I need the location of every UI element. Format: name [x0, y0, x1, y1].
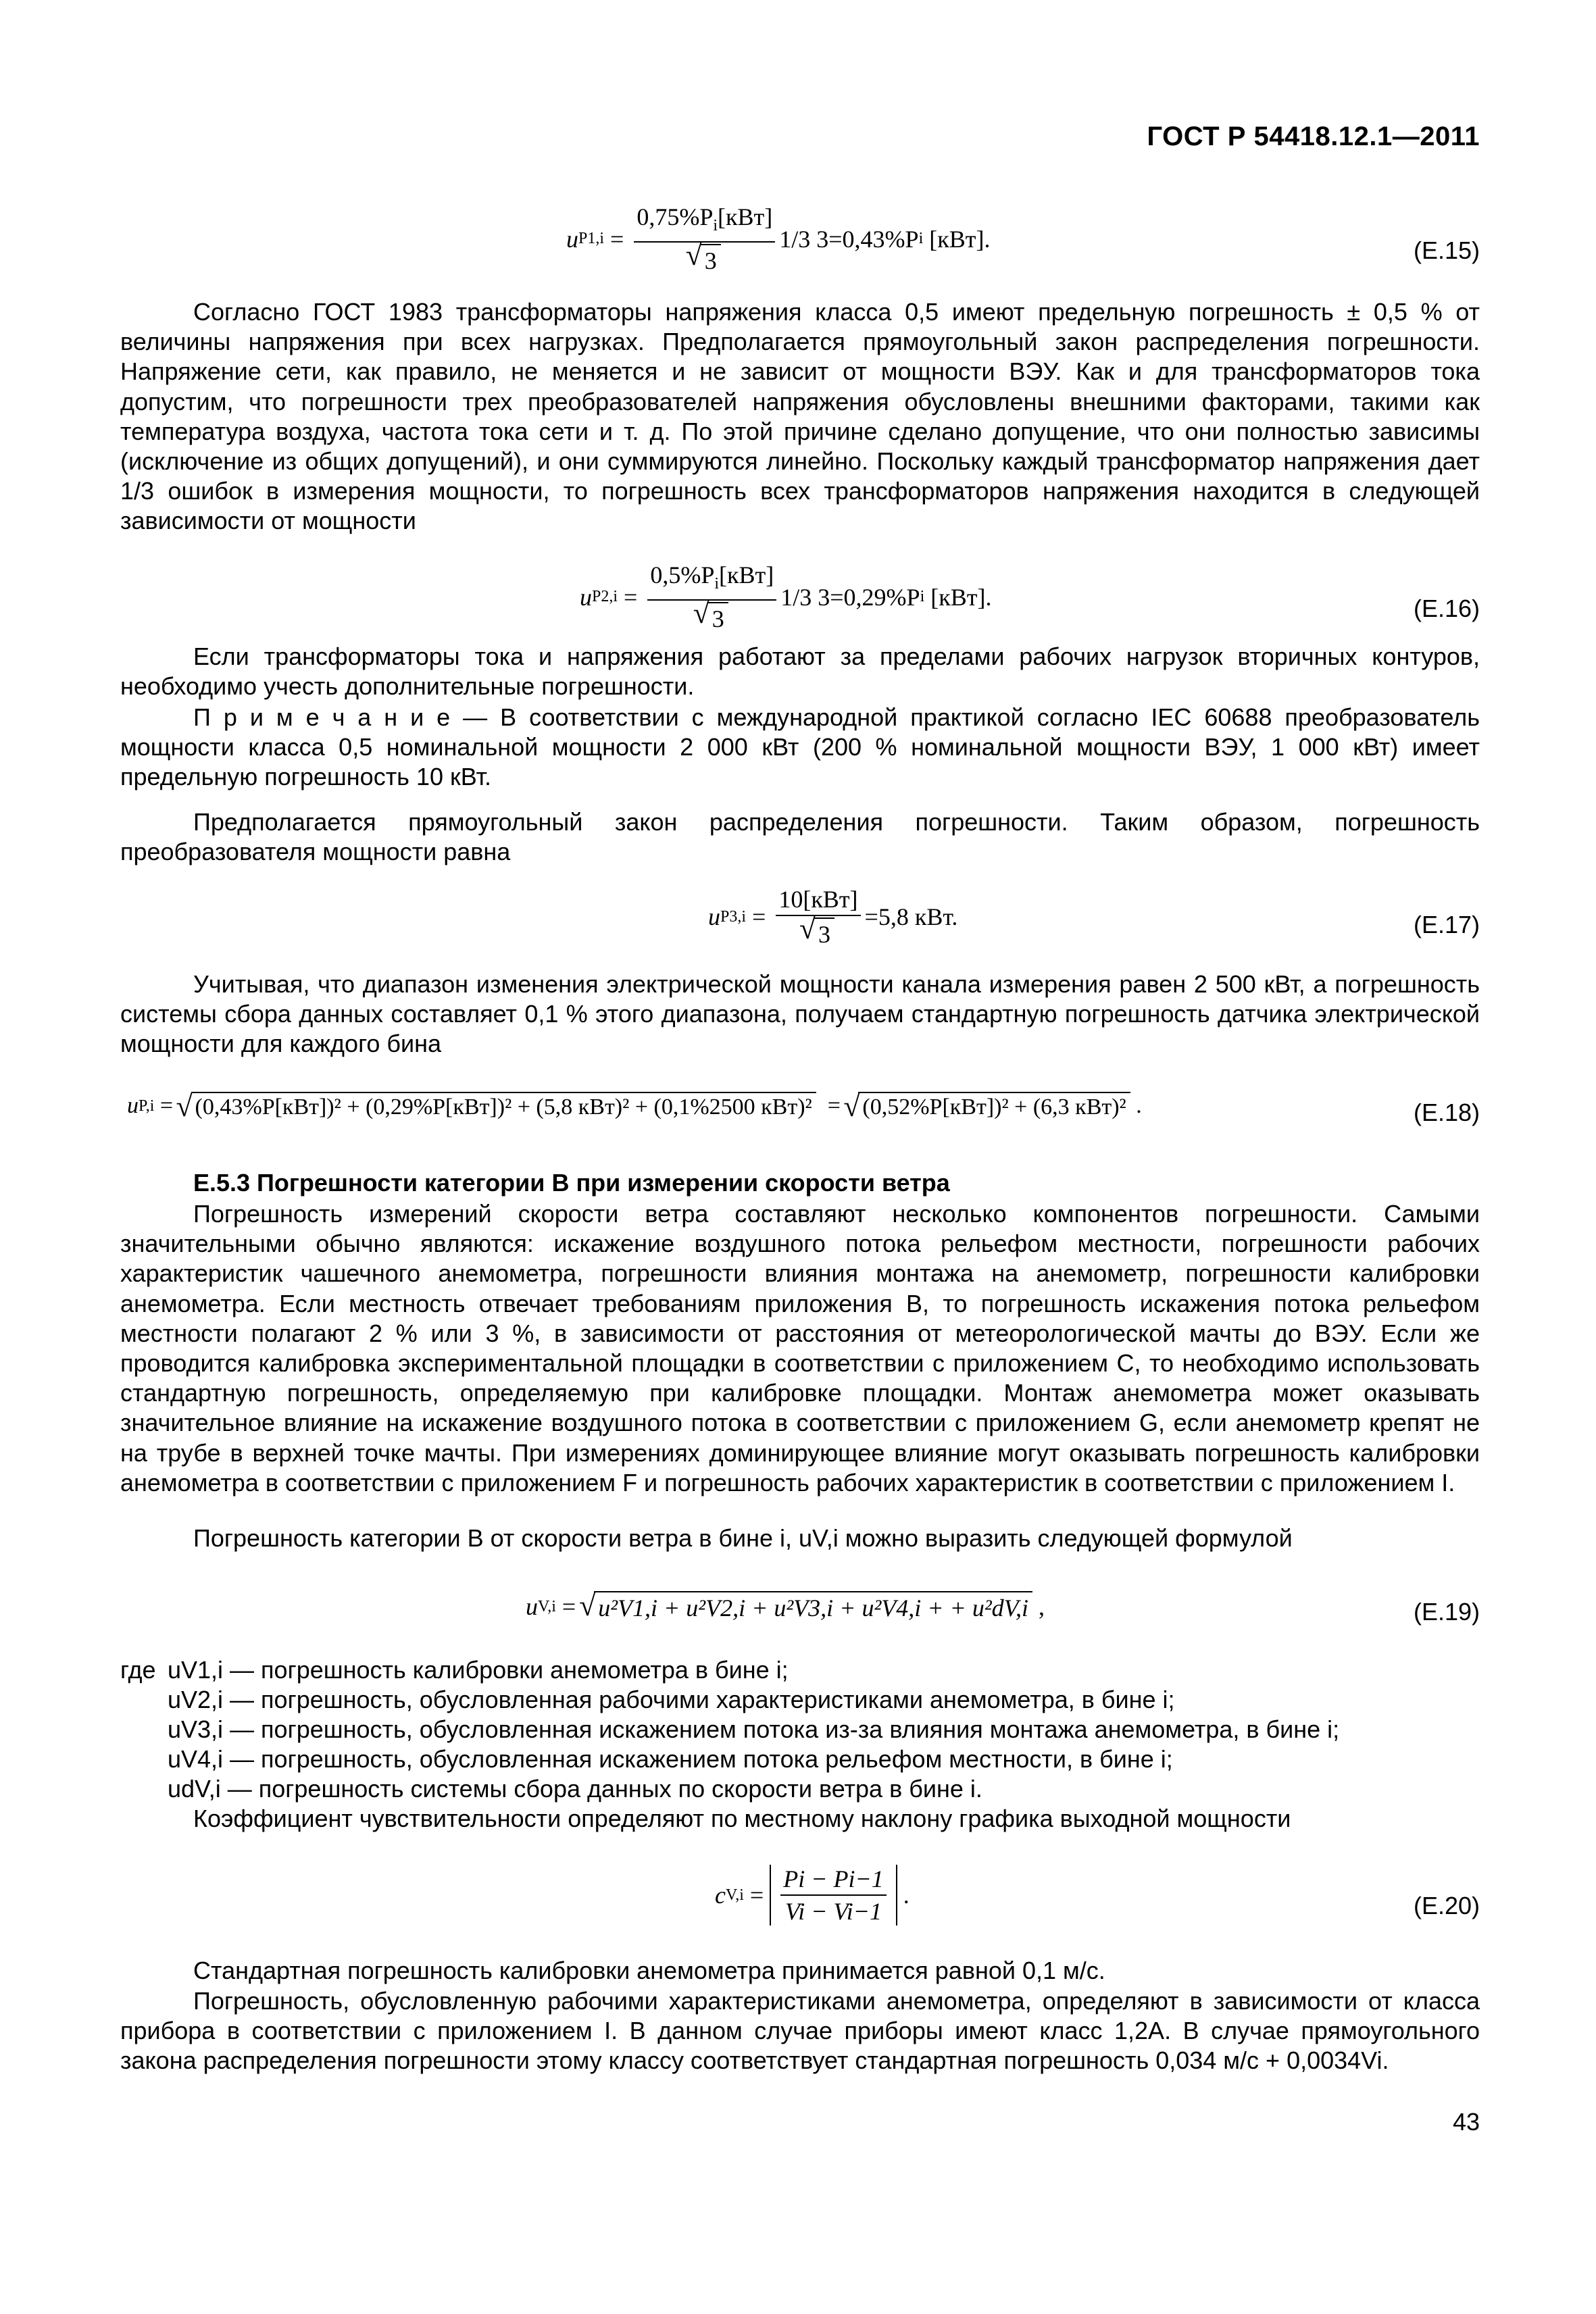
equation-e15: u P1,i = $0,75\%P_i[кВт]$ √ 3 1/3 3=0,43%P i [кВт]. (E.15) [120, 196, 1480, 270]
equation-number: (E.20) [1413, 1892, 1480, 1919]
definition-item: udV,i — погрешность системы сбора данных по скорости ветра в бине i. [168, 1775, 982, 1803]
equation-e20: c V,i = $\frac{Pi - Pi-1}{Vi - Vi-1}$ . (E.20) [715, 1865, 1480, 1925]
paragraph: Коэффициент чувствительности определяют по местному наклону графика выходной мощности [193, 1805, 1291, 1832]
standard-header: ГОСТ Р 54418.12.1—2011 [1147, 122, 1480, 151]
equation-number: (E.17) [1413, 911, 1480, 938]
definition-where: где [120, 1656, 156, 1684]
paragraph: Погрешность категории В от скорости ветра в бине i, uV,i можно выразить следующей формулой [193, 1524, 1293, 1552]
paragraph: Стандартная погрешность калибровки анемометра принимается равной 0,1 м/с. [193, 1957, 1105, 1984]
equation-e19: u V,i = √ u²V1,i + u²V2,i + u²V3,i + u²V4,i + + u²dV,i , (E.19) [120, 1578, 1480, 1638]
definition-item: uV3,i — погрешность, обусловленная искажением потока из-за влияния монтажа анемометра, в бине i; [168, 1715, 1340, 1743]
document-page [120, 0, 1480, 2314]
definition-item: uV2,i — погрешность, обусловленная рабочими характеристиками анемометра, в бине i; [168, 1686, 1175, 1713]
paragraph: Предполагается прямоугольный закон распределения погрешности. Таким образом, погрешность преобразователя мощности равна [120, 808, 1480, 866]
equation-e17: u P3,i = 10[кВт] √ 3 =5,8 кВт. (E.17) [120, 878, 1480, 953]
section-heading: Е.5.3 Погрешности категории В при измерении скорости ветра [193, 1169, 950, 1197]
equation-number: (E.18) [1413, 1099, 1480, 1126]
equation-number: (E.16) [1413, 595, 1480, 622]
definition-item: uV1,i — погрешность калибровки анемометра в бине i; [168, 1656, 789, 1684]
equation-number: (E.15) [1413, 236, 1480, 264]
definition-item: uV4,i — погрешность, обусловленная искажением потока рельефом местности, в бине i; [168, 1745, 1173, 1773]
paragraph: Согласно ГОСТ 1983 трансформаторы напряжения класса 0,5 имеют предельную погрешность ± 0,5 % от величины напряжения при всех нагрузках. Предполагается прямоугольный закон распределения погрешности. Напряжение сети, как правило, не меняется и не зависит от мощности ВЭУ. Как и для трансформаторов тока допустим, что погрешности трех преобразователей напряжения обусловлены внешними факторами, такими как температура воздуха, частота тока сети и т. д. По этой причине сделано допущение, что они полностью зависимы (исключение из общих допущений), и они суммируются линейно. Поскольку каждый трансформатор напряжения дает 1/3 ошибок в измерения мощности, то погрешность всех трансформаторов напряжения находится в следующей зависимости от мощности [120, 298, 1480, 535]
paragraph: Погрешность измерений скорости ветра составляют несколько компонентов погрешности. Самыми значительными обычно являются: искажение воздушного потока рельефом местности, погрешности рабочих характеристик чашечного анемометра, погрешности влияния монтажа на анемометр, погрешности калибровки анемометра. Если местность отвечает требованиям приложения В, то погрешность искажения потока рельефом местности полагают 2 % или 3 %, в зависимости от расстояния от метеорологической мачты до ВЭУ. Если же проводится калибровка экспериментальной площадки в соответствии с приложением С, то необходимо использовать стандартную погрешность, определяемую при калибровке площадки. Монтаж анемометра может оказывать значительное влияние на искажение воздушного потока в соответствии с приложением G, если анемометр крепят не на трубе в верхней точке мачты. При измерениях доминирующее влияние могут оказывать погрешность калибровки анемометра в соответствии с приложением F и погрешность рабочих характеристик в соответствии с приложением I. [120, 1200, 1480, 1496]
page-number: 43 [1452, 2108, 1480, 2136]
paragraph: Если трансформаторы тока и напряжения работают за пределами рабочих нагрузок вторичных контуров, необходимо учесть дополнительные погрешности. [120, 643, 1480, 701]
equation-e18: u P,i = √ (0,43%P[кВт])² + (0,29%P[кВт])² + (5,8 кВт)² + (0,1%2500 кВт)² = √ (0,52%P[кВт])² + (6,3 кВт)² . (E.18) [120, 1081, 1480, 1135]
equation-number: (E.19) [1413, 1598, 1480, 1626]
paragraph: Учитывая, что диапазон изменения электрической мощности канала измерения равен 2 500 кВт, а погрешность системы сбора данных составляет 0,1 % этого диапазона, получаем стандартную погрешность датчика электрической мощности для каждого бина [120, 970, 1480, 1058]
note: П р и м е ч а н и е — В соответствии с международной практикой согласно IEC 60688 преобразователь мощности класса 0,5 номинальной мощности 2 000 кВт (200 % номинальной мощности ВЭУ, 1 000 кВт) имеет предельную погрешность 10 кВт. [120, 703, 1480, 791]
paragraph: Погрешность, обусловленную рабочими характеристиками анемометра, определяют в зависимости от класса прибора в соответствии с приложением I. В данном случае приборы имеют класс 1,2А. В случае прямоугольного закона распределения погрешности этому классу соответствует стандартная погрешность 0,034 м/с + 0,0034Vi. [120, 1987, 1480, 2075]
equation-e16: u P2,i = $0,5\%P_i[кВт]$ √ 3 1/3 3=0,29%P i [кВт]. (E.16) [120, 554, 1480, 628]
